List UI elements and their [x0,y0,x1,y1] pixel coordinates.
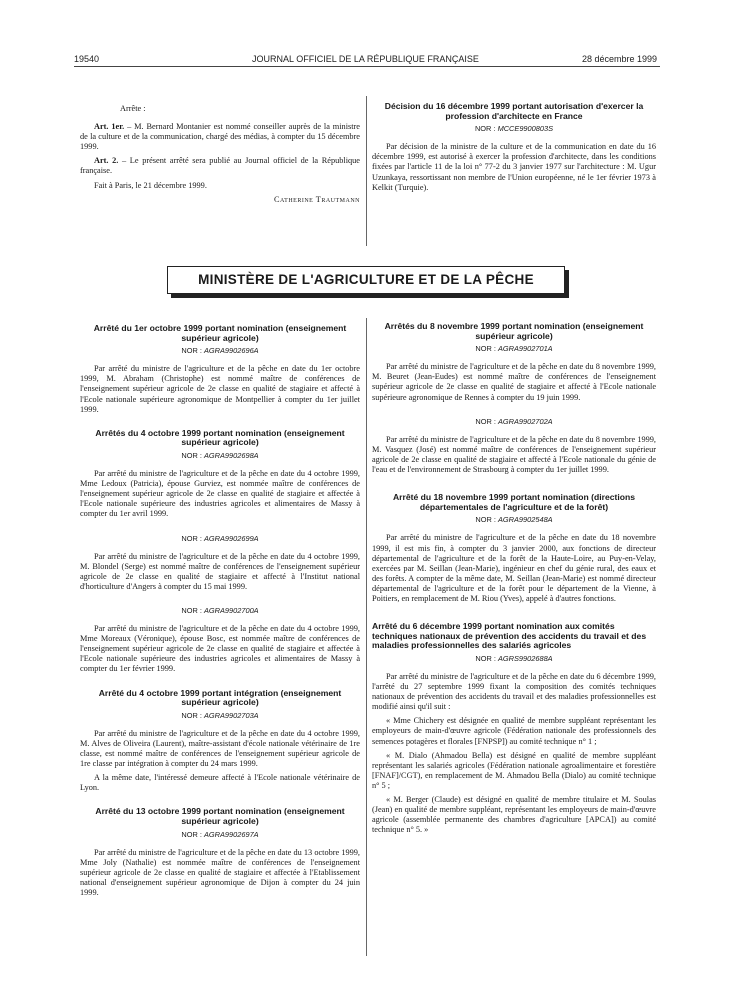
r-s1-title: Arrêtés du 8 novembre 1999 portant nomination (enseignement supérieur agricole) [384,321,644,341]
l-s2-title: Arrêtés du 4 octobre 1999 portant nomination (enseignement supérieur agricole) [95,427,345,448]
l-s1-title: Arrêté du 1er octobre 1999 portant nomination (enseignement supérieur agricole) [93,323,347,343]
header-rule [74,66,660,67]
l-s4-nor-code: AGRA9902697A [203,829,259,839]
r-s3-title: Arrêté du 6 décembre 1999 portant nomination aux comités techniques nationaux de prévention des accidents du travail et des maladies professionnelles des salariés agricoles [372,621,647,651]
page-number: 19540 [74,54,100,64]
l-s4-title: Arrêté du 13 octobre 1999 portant nomination (enseignement supérieur agricole) [95,806,345,826]
r-s3-text2: « Mme Chichery est désignée en qualité de membre suppléant représentant les employeurs de main-d'œuvre agricole (Fédération nationale des professionnels des semences potagères et florales [FNPSP]) au comité technique n° 1 ; [372,716,656,746]
fait-a-paris: Fait à Paris, le 21 décembre 1999. [94,180,207,190]
signature: Catherine Trautmann [273,194,360,204]
r-s2-nor: NOR : AGRA9902548A [475,515,553,525]
l-s3-nor-code: AGRA9902703A [203,710,259,720]
r-s1-nor2-code: AGRA9902702A [497,416,553,426]
nor-code: MCCE9900803S [497,124,554,134]
r-s1-nor1: NOR : AGRA9902701A [475,344,553,354]
l-s2-nor3-code: AGRA9902700A [203,605,259,615]
l-s3-title: Arrêté du 4 octobre 1999 portant intégration (enseignement supérieur agricole) [98,687,342,708]
l-s3-text2: A la même date, l'intéressé demeure affecté à l'Ecole nationale vétérinaire de Lyon. [80,773,360,793]
article-2-text: – Le présent arrêté sera publié au Journal officiel de la République française. [80,156,360,176]
l-s2-nor3: NOR : AGRA9902700A [181,605,259,615]
article-1-text: – M. Bernard Montanier est nommé conseiller auprès de la ministre de la culture et de la communication, chargé des médias, à compter du 15 décembre 1999. [80,122,360,152]
article-1 [80,122,360,152]
top-right-block [372,102,656,197]
article-1-label: Art. 1er. [94,122,125,132]
r-s2-nor-code: AGRA9902548A [497,515,553,525]
nor-label: NOR : [474,124,496,134]
l-s3-text1: Par arrêté du ministre de l'agriculture et de la pêche en date du 4 octobre 1999, M. Alves de Oliveira (Laurent), maître-assistant d'école nationale vétérinaire de 1re classe, est nommé maître de conférences de l'enseignement supérieur agricole de 1re classe par intégration à compter du 24 mars 1999. [80,728,360,769]
l-s4-text: Par arrêté du ministre de l'agriculture et de la pêche en date du 13 octobre 1999, Mme Joly (Nathalie) est nommée maître de conférences de l'enseignement supérieur agricole de 2e classe en qualité de stagiaire et affectée à l'Etablissement national d'enseignement supérieur agronomique de Dijon à compter du 24 juin 1999. [80,847,360,898]
l-s1-nor: NOR : AGRA9902696A [181,346,259,356]
top-left-block [80,104,360,209]
issue-date: 28 décembre 1999 [581,54,657,64]
l-s3-nor: NOR : AGRA9902703A [181,710,259,720]
top-column-divider [366,96,367,246]
decision-text: Par décision de la ministre de la culture et de la communication en date du 16 décembre 1999, est autorisé à exercer la profession d'architecte, dans les conditions fixées par l'article 11 de la loi n° 77-2 du 3 janvier 1977 sur l'architecture : M. Ugur Uzunkaya, ressortissant non membre de l'Union européenne, né le 1er février 1973 à Kelkit (Turquie). [372,142,656,192]
l-s2-nor2-code: AGRA9902699A [203,533,259,543]
l-s2-text3: Par arrêté du ministre de l'agriculture et de la pêche en date du 4 octobre 1999, Mme Moreaux (Véronique), épouse Bosc, est nommée maître de conférences de l'enseignement supérieur agricole de 2e classe en qualité de stagiaire et affectée à l'Ecole nationale supérieure des industries agricoles et alimentaires de Massy à compter du 1er février 1999. [80,624,360,674]
l-s2-nor1: NOR : AGRA9902698A [181,450,259,460]
r-s1-text1: Par arrêté du ministre de l'agriculture et de la pêche en date du 8 novembre 1999, M. Beuret (Jean-Eudes) est nommé maître de conférences de l'enseignement supérieur agricole de 2e classe en qualité de stagiaire et affecté à l'Ecole nationale supérieure agronomique de Rennes à compter du 19 juin 1999. [372,362,656,402]
ministry-banner: MINISTÈRE DE L'AGRICULTURE ET DE LA PÊCHE [167,266,565,294]
arrete-label: Arrête : [120,104,146,113]
decision-nor [372,124,656,134]
r-s3-text3: « M. Dialo (Ahmadou Bella) est désigné en qualité de membre suppléant représentant les salariés agricoles (Fédération nationale agroalimentaire et forestière [FNAF]/CGT), en remplacement de M. Ahmadou Bella (Dialo) au comité technique n° 5 ; [372,750,656,790]
decision-title: Décision du 16 décembre 1999 portant autorisation d'exercer la profession d'architecte en France [384,101,644,121]
l-s2-nor1-code: AGRA9902698A [203,450,259,460]
article-2 [80,156,360,176]
r-s3-nor: NOR : AGRS9902688A [475,653,553,663]
r-s1-nor1-code: AGRA9902701A [497,344,553,354]
left-column [80,324,360,902]
r-s2-title: Arrêté du 18 novembre 1999 portant nomination (directions départementales de l'agriculture et de la forêt) [392,492,636,512]
article-2-label: Art. 2. [94,156,119,166]
l-s1-text: Par arrêté du ministre de l'agriculture et de la pêche en date du 1er octobre 1999, M. Abraham (Christophe) est nommé maître de conférences de l'enseignement supérieur agricole de 2e classe en qualité de stagiaire et affecté à l'Ecole nationale supérieure agronomique de Montpellier à compter du 1er juillet 1999. [80,364,360,414]
l-s2-text1: Par arrêté du ministre de l'agriculture et de la pêche en date du 4 octobre 1999, Mme Ledoux (Patricia), épouse Gurviez, est nommée maître de conférences de l'enseignement supérieur agricole de 2e classe en qualité de stagiaire et affectée à l'Ecole nationale supérieure des industries agricoles et alimentaires de Massy à compter du 1er avril 1999. [80,469,360,519]
r-s3-text1: Par arrêté du ministre de l'agriculture et de la pêche en date du 6 décembre 1999, l'arrêté du 27 septembre 1999 fixant la composition des comités techniques nationaux de prévention des accidents du travail et des maladies professionnelles est modifié ainsi qu'il suit : [372,671,656,712]
journal-title: JOURNAL OFFICIEL DE LA RÉPUBLIQUE FRANÇAISE [252,54,479,64]
column-divider [366,318,367,956]
r-s3-text4: « M. Berger (Claude) est désigné en qualité de membre titulaire et M. Soulas (Jean) en qualité de membre suppléant, représentant les employeurs de main-d'œuvre agricole (assemblée permanente des chambres d'agriculture [APCA]) au comité technique n° 5. » [372,794,656,835]
right-column [372,322,656,839]
r-s1-text2: Par arrêté du ministre de l'agriculture et de la pêche en date du 8 novembre 1999, M. Vasquez (José) est nommé maître de conférences de l'enseignement supérieur agricole de 2e classe en qualité de stagiaire et affecté à l'Ecole nationale du génie de l'eau et de l'environnement de Strasbourg à compter du 1er juillet 1999. [372,434,656,475]
l-s4-nor: NOR : AGRA9902697A [181,829,259,839]
r-s2-text: Par arrêté du ministre de l'agriculture et de la pêche en date du 18 novembre 1999, il est mis fin, à compter du 3 janvier 2000, aux fonctions de directeur départemental de l'agriculture et de la forêt de la Haute-Loire, au Puy-en-Velay, exercées par M. Seillan (Jean-Marie), ingénieur en chef du génie rural, des eaux et des forêts. A compter de la même date, M. Seillan (Jean-Marie) est nommé directeur départemental de l'agriculture et de la forêt pour le département de la Vienne, à Poitiers, en remplacement de M. Riou (Yves), appelé à d'autres fonctions. [372,533,656,603]
r-s3-nor-code: AGRS9902688A [497,653,553,663]
l-s1-nor-code: AGRA9902696A [203,346,259,356]
r-s1-nor2: NOR : AGRA9902702A [475,416,553,426]
l-s2-text2: Par arrêté du ministre de l'agriculture et de la pêche en date du 4 octobre 1999, M. Blondel (Serge) est nommé maître de conférences de l'enseignement supérieur agricole de 2e classe en qualité de stagiaire et affecté à l'Institut national d'horticulture d'Angers à compter du 15 mai 1999. [80,551,360,591]
l-s2-nor2: NOR : AGRA9902699A [181,533,259,543]
